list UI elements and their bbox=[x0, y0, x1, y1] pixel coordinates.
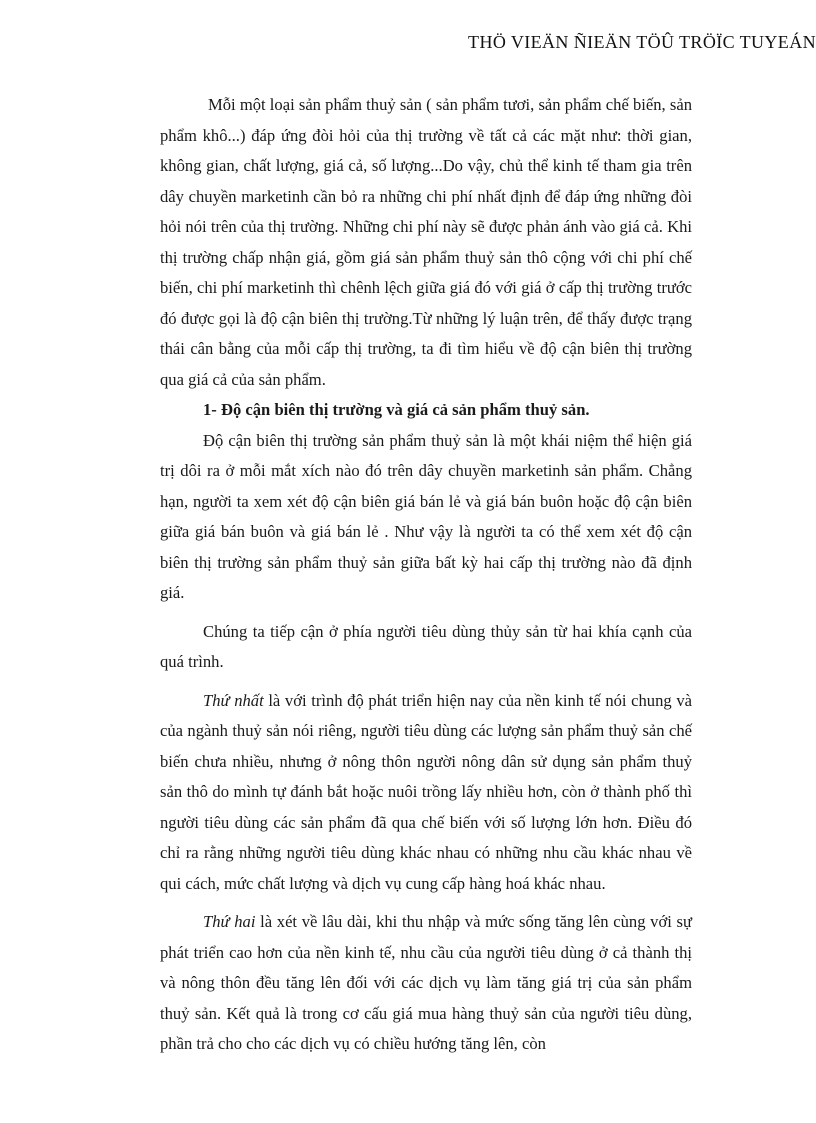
section-heading: 1- Độ cận biên thị trường và giá cả sản phẩm thuỷ sản. bbox=[203, 400, 590, 419]
second-aspect-text: là xét về lâu dài, khi thu nhập và mức sống tăng lên cùng với sự phát triển cao hơn của nền kinh tế, nhu cầu của người tiêu dùng ở cả thành thị và nông thôn đều tăng lên đối với các dịch vụ làm tăng giá trị của sản phẩm thuỷ sản. Kết quả là trong cơ cấu giá mua hàng thuỷ sản của người tiêu dùng, phần trả cho cho các dịch vụ có chiều hướng tăng lên, còn bbox=[160, 912, 692, 1053]
document-body bbox=[160, 90, 692, 1060]
second-aspect-lead: Thứ hai bbox=[203, 912, 256, 931]
page-header: THÖ VIEÄN ÑIEÄN TÖÛ TRÖÏC TUYEÁN bbox=[468, 32, 816, 52]
paragraph-definition: Độ cận biên thị trường sản phẩm thuỷ sản là một khái niệm thể hiện giá trị dôi ra ở mỗi mắt xích nào đó trên dây chuyền marketinh sản phẩm. Chẳng hạn, người ta xem xét độ cận biên giá bán lẻ và giá bán buôn hoặc độ cận biên giữa giá bán buôn và giá bán lẻ . Như vậy là người ta có thể xem xét độ cận biên thị trường sản phẩm thuỷ sản giữa bất kỳ hai cấp thị trường nào đã định giá. bbox=[160, 430, 692, 602]
first-aspect-lead: Thứ nhất bbox=[203, 690, 264, 710]
paragraph-intro: Mỗi một loại sản phẩm thuỷ sản ( sản phẩm tươi, sản phẩm chế biến, sản phẩm khô...) đáp ứng đòi hỏi của thị trường về tất cả các mặt như: thời gian, không gian, chất lượng, giá cả, số lượng...Do vậy, chủ thể kinh tế tham gia trên dây chuyền marketinh cần bỏ ra những chi phí nhất định để đáp ứng những đòi hỏi nói trên của thị trường. Những chi phí này sẽ được phản ánh vào giá cả. Khi thị trường chấp nhận giá, gồm giá sản phẩm thuỷ sản thô cộng với chi phí chế biến, chi phí marketinh thì chênh lệch giữa giá đó với giá ở cấp thị trường trước đó được gọi là độ cận biên thị trường.Từ những lý luận trên, để thấy được trạng thái cân bằng của mỗi cấp thị trường, ta đi tìm hiểu về độ cận biên thị trường qua giá cả của sản phẩm. bbox=[160, 95, 692, 389]
paragraph-approach: Chúng ta tiếp cận ở phía người tiêu dùng thủy sản từ hai khía cạnh của quá trình. bbox=[160, 621, 692, 671]
paragraph-first-aspect bbox=[160, 686, 692, 900]
first-aspect-text: là với trình độ phát triển hiện nay của nền kinh tế nói chung và của ngành thuỷ sản nói riêng, người tiêu dùng các lượng sản phẩm thuỷ sản chế biến chưa nhiều, nhưng ở nông thôn người nông dân sử dụng sản phẩm thuỷ sản thô do mình tự đánh bắt hoặc nuôi trồng lấy nhiều hơn, còn ở thành phố thì người tiêu dùng các sản phẩm đã qua chế biến với số lượng lớn hơn. Điều đó chỉ ra rằng những người tiêu dùng khác nhau có những nhu cầu khác nhau về qui cách, mức chất lượng và dịch vụ cung cấp hàng hoá khác nhau. bbox=[160, 690, 692, 893]
paragraph-second-aspect bbox=[160, 907, 692, 1060]
